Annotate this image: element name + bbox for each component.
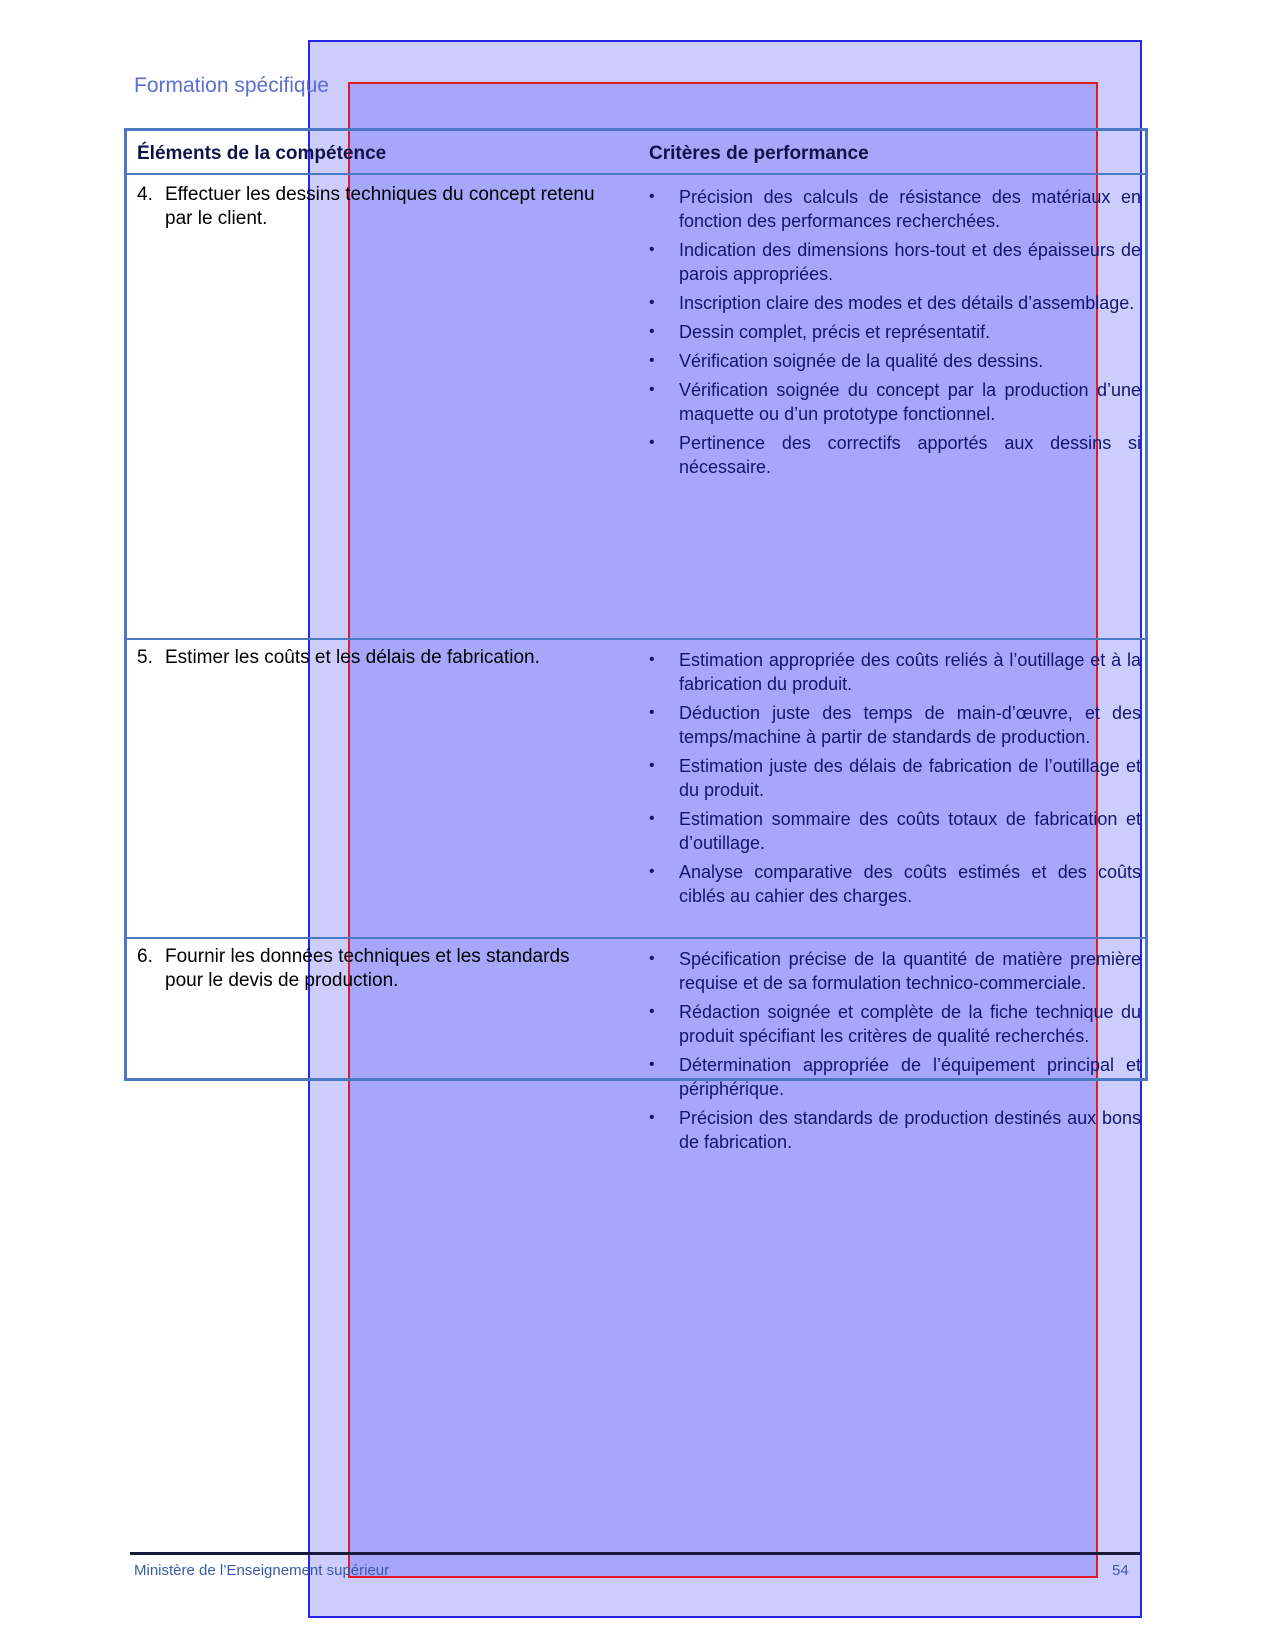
bullet-icon: • (649, 704, 655, 721)
bullet-icon: • (649, 1109, 655, 1126)
criterion-item: • Vérification soignée du concept par la production d’une maquette ou d’un prototype fonctionnel. (649, 380, 1141, 424)
criterion-item: • Estimation juste des délais de fabrication de l’outillage et du produit. (649, 756, 1141, 800)
table-header-row (127, 131, 1145, 175)
header-elements: Éléments de la compétence (137, 143, 387, 164)
competence-element (137, 646, 607, 670)
bullet-icon: • (649, 651, 655, 668)
criterion-item: • Estimation appropriée des coûts reliés à l’outillage et à la fabrication du produit. (649, 650, 1141, 694)
criteria-list (649, 947, 1141, 1159)
section-title: Formation spécifique (134, 74, 329, 97)
element-number: 4. (137, 184, 153, 205)
bullet-icon: • (649, 188, 655, 205)
criterion-item: • Déduction juste des temps de main-d’œuvre, et des temps/machine à partir de standards de production. (649, 703, 1141, 747)
criterion-item: • Indication des dimensions hors-tout et des épaisseurs de parois appropriées. (649, 240, 1141, 284)
criterion-item: • Inscription claire des modes et des détails d’assemblage. (649, 293, 1135, 313)
footer-ministry: Ministère de l’Enseignement supérieur (134, 1562, 390, 1579)
bullet-icon: • (649, 434, 655, 451)
criteria-list (649, 648, 1141, 913)
table-row (127, 175, 1145, 640)
criterion-item: • Précision des calculs de résistance des matériaux en fonction des performances recherchées. (649, 187, 1141, 231)
competence-element (137, 945, 607, 993)
page-number: 54 (1112, 1562, 1129, 1579)
criterion-item: • Estimation sommaire des coûts totaux de fabrication et d’outillage. (649, 809, 1141, 853)
bullet-icon: • (649, 757, 655, 774)
bullet-icon: • (649, 241, 655, 258)
element-text: Estimer les coûts et les délais de fabrication. (165, 647, 540, 668)
element-text: Fournir les données techniques et les standards pour le devis de production. (165, 946, 570, 991)
bullet-icon: • (649, 863, 655, 880)
table-row (127, 939, 1145, 1152)
element-number: 6. (137, 946, 153, 967)
element-text: Effectuer les dessins techniques du concept retenu par le client. (165, 184, 595, 229)
bullet-icon: • (649, 294, 655, 311)
criterion-item: • Vérification soignée de la qualité des dessins. (649, 351, 1044, 371)
criterion-item: • Rédaction soignée et complète de la fiche technique du produit spécifiant les critères de qualité recherchés. (649, 1002, 1141, 1046)
criterion-item: • Précision des standards de production destinés aux bons de fabrication. (649, 1108, 1141, 1152)
criterion-item: • Spécification précise de la quantité de matière première requise et de sa formulation technico-commerciale. (649, 949, 1141, 993)
bullet-icon: • (649, 352, 655, 369)
table-row (127, 640, 1145, 939)
bullet-icon: • (649, 810, 655, 827)
criterion-item: • Analyse comparative des coûts estimés et des coûts ciblés au cahier des charges. (649, 862, 1141, 906)
criterion-item: • Dessin complet, précis et représentatif. (649, 322, 991, 342)
bullet-icon: • (649, 323, 655, 340)
footer-divider (130, 1552, 1140, 1555)
criterion-item: • Détermination appropriée de l’équipement principal et périphérique. (649, 1055, 1141, 1099)
criteria-list (649, 185, 1141, 484)
competence-table (124, 128, 1148, 1152)
bullet-icon: • (649, 950, 655, 967)
criterion-item: • Pertinence des correctifs apportés aux dessins si nécessaire. (649, 433, 1141, 477)
element-number: 5. (137, 647, 153, 668)
header-criteria: Critères de performance (649, 143, 869, 164)
competence-element (137, 183, 607, 231)
bullet-icon: • (649, 381, 655, 398)
bullet-icon: • (649, 1003, 655, 1020)
bullet-icon: • (649, 1056, 655, 1073)
